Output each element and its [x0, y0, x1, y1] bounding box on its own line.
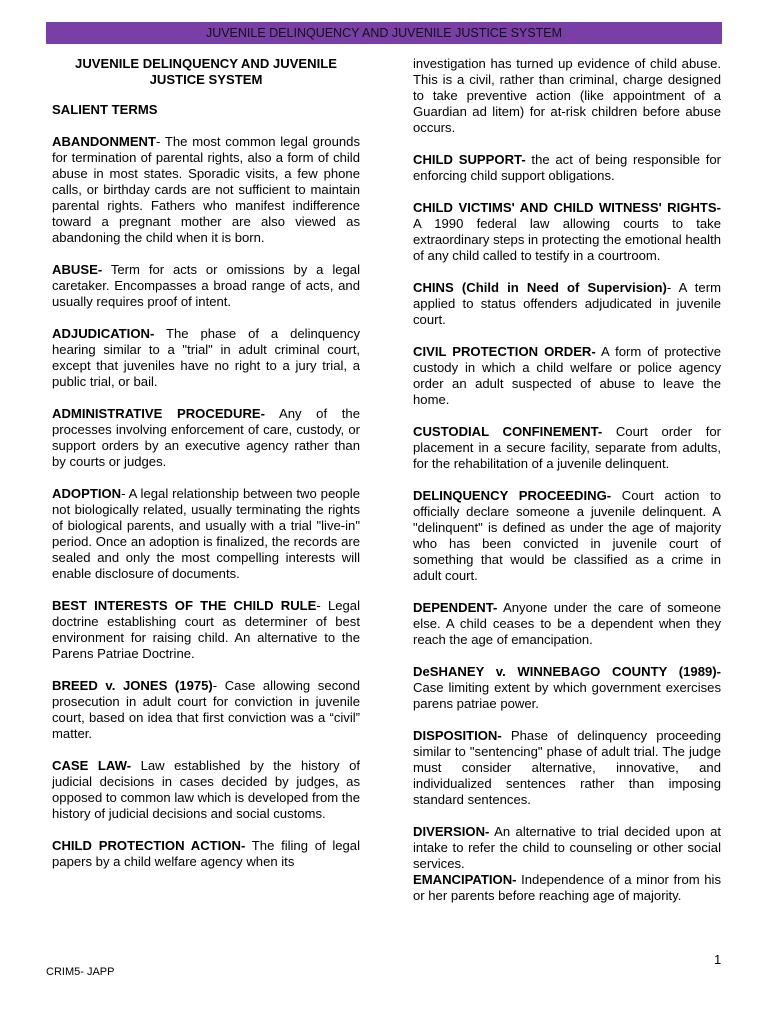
entry-definition: A form of protective custody in which a child welfare or police agency order an adult suspected of abuse to leave the home.: [413, 344, 721, 407]
glossary-entry-best-interests: [52, 598, 360, 662]
entry-definition: Anyone under the care of someone else. A child ceases to be a dependent when they reach the age of emancipation.: [413, 600, 721, 647]
glossary-entry-case-law: [52, 758, 360, 822]
entry-term: CHILD PROTECTION ACTION-: [52, 838, 246, 853]
entry-definition: The filing of legal papers by a child welfare agency when its: [52, 838, 360, 869]
entry-term: CHILD VICTIMS' AND CHILD WITNESS' RIGHTS-: [413, 200, 721, 215]
entry-term: CUSTODIAL CONFINEMENT-: [413, 424, 603, 439]
entry-term: CHINS (Child in Need of Supervision): [413, 280, 667, 295]
entry-term: DEPENDENT-: [413, 600, 498, 615]
entry-term: ADMINISTRATIVE PROCEDURE-: [52, 406, 266, 421]
entry-definition: Independence of a minor from his or her parents before reaching age of majority.: [413, 872, 721, 903]
glossary-entry-deshaney: [413, 664, 721, 712]
entry-definition: - A term applied to status offenders adjudicated in juvenile court.: [413, 280, 721, 327]
glossary-entry-child-support: [413, 152, 721, 184]
glossary-entry-abuse: [52, 262, 360, 310]
entry-term: DeSHANEY v. WINNEBAGO COUNTY (1989)-: [413, 664, 721, 679]
entry-definition: Case limiting extent by which government exercises parens patriae power.: [413, 680, 721, 711]
entry-term: DELINQUENCY PROCEEDING-: [413, 488, 612, 503]
entry-definition: Court action to officially declare someone a juvenile delinquent. A "delinquent" is defined as under the age of majority who has been convicted in juvenile court of something that would be classified as a crime in adult court.: [413, 488, 721, 583]
entry-definition: A 1990 federal law allowing courts to take extraordinary steps in protecting the emotional health of any child called to testify in a courtroom.: [413, 216, 721, 263]
entry-definition: Court order for placement in a secure facility, separate from adults, for the rehabilitation of a juvenile delinquent.: [413, 424, 721, 471]
glossary-entry-delinquency-proceeding: [413, 488, 721, 584]
entry-definition: Any of the processes involving enforcement of care, custody, or support orders by an executive agency rather than by courts or judges.: [52, 406, 360, 469]
entry-term: CHILD SUPPORT-: [413, 152, 526, 167]
entry-term: DIVERSION-: [413, 824, 490, 839]
glossary-entry-abandonment: [52, 134, 360, 246]
entry-definition: The phase of a delinquency hearing similar to a "trial" in adult criminal court, except that juveniles have no right to a jury trial, a public trial, or bail.: [52, 326, 360, 389]
entry-term: BEST INTERESTS OF THE CHILD RULE: [52, 598, 317, 613]
entry-term: ABANDONMENT: [52, 134, 157, 149]
header-banner: JUVENILE DELINQUENCY AND JUVENILE JUSTICE SYSTEM: [46, 22, 722, 44]
entry-definition: - The most common legal grounds for termination of parental rights, also a form of child abuse in most states. Sporadic visits, a few phone calls, or birthday cards are not sufficient to maintain parental rights. Fathers who manifest indifference toward a pregnant mother are also viewed as abandoning the child when it is born.: [52, 134, 360, 245]
left-column: [52, 56, 360, 870]
entry-definition: investigation has turned up evidence of child abuse. This is a civil, rather than criminal, charge designed to take preventive action (like appointment of a Guardian ad litem) for at-risk children before abuse occurs.: [413, 56, 721, 135]
entry-definition: Term for acts or omissions by a legal caretaker. Encompasses a broad range of acts, and usually requires proof of intent.: [52, 262, 360, 309]
glossary-entry-breed-v-jones: [52, 678, 360, 742]
glossary-entry-child-protection-action: [52, 838, 360, 870]
glossary-entry-dependent: [413, 600, 721, 648]
glossary-entry-adjudication: [52, 326, 360, 390]
glossary-entry-civil-protection-order: [413, 344, 721, 408]
section-heading: SALIENT TERMS: [52, 102, 158, 117]
entry-term: BREED v. JONES (1975): [52, 678, 213, 693]
entry-definition: - A legal relationship between two people not biologically related, usually terminating the rights of biological parents, and usually with a trial "live-in" period. Once an adoption is finalized, the records are sealed and only the most compelling interests will enable disclosure of documents.: [52, 486, 360, 581]
footer-course-code: CRIM5- JAPP: [46, 966, 115, 978]
glossary-entry-custodial-confinement: [413, 424, 721, 472]
glossary-entry-child-victims-rights: [413, 200, 721, 264]
glossary-entry-administrative-procedure: [52, 406, 360, 470]
entry-term: ADJUDICATION-: [52, 326, 155, 341]
entry-definition: Phase of delinquency proceeding similar to "sentencing" phase of adult trial. The judge must consider alternative, innovative, and individualized sentences rather than imposing standard sentences.: [413, 728, 721, 807]
glossary-entry-chins: [413, 280, 721, 328]
glossary-entry-disposition: [413, 728, 721, 808]
document-title: JUVENILE DELINQUENCY AND JUVENILE JUSTICE SYSTEM: [75, 56, 337, 87]
entry-definition: - Legal doctrine establishing court as determiner of best environment for raising child. An alternative to the Parens Patriae Doctrine.: [52, 598, 360, 661]
page-number: 1: [714, 952, 722, 967]
entry-term: ABUSE-: [52, 262, 103, 277]
entry-definition: An alternative to trial decided upon at intake to refer the child to counseling or other social services.: [413, 824, 721, 871]
entry-term: ADOPTION: [52, 486, 122, 501]
glossary-entry-diversion: [413, 824, 721, 872]
right-column: [413, 56, 721, 904]
entry-term: EMANCIPATION-: [413, 872, 517, 887]
entry-term: CASE LAW-: [52, 758, 132, 773]
entry-term: DISPOSITION-: [413, 728, 502, 743]
entry-definition: - Case allowing second prosecution in adult court for conviction in juvenile court, based on idea that first conviction was a “civil” matter.: [52, 678, 360, 741]
entry-definition: Law established by the history of judicial decisions in cases decided by judges, as opposed to common law which is developed from the history of judicial decisions and social customs.: [52, 758, 360, 821]
entry-definition: the act of being responsible for enforcing child support obligations.: [413, 152, 722, 183]
glossary-entry-continuation: [413, 56, 721, 136]
glossary-entry-emancipation: [413, 872, 721, 904]
entry-term: CIVIL PROTECTION ORDER-: [413, 344, 596, 359]
glossary-entry-adoption: [52, 486, 360, 582]
